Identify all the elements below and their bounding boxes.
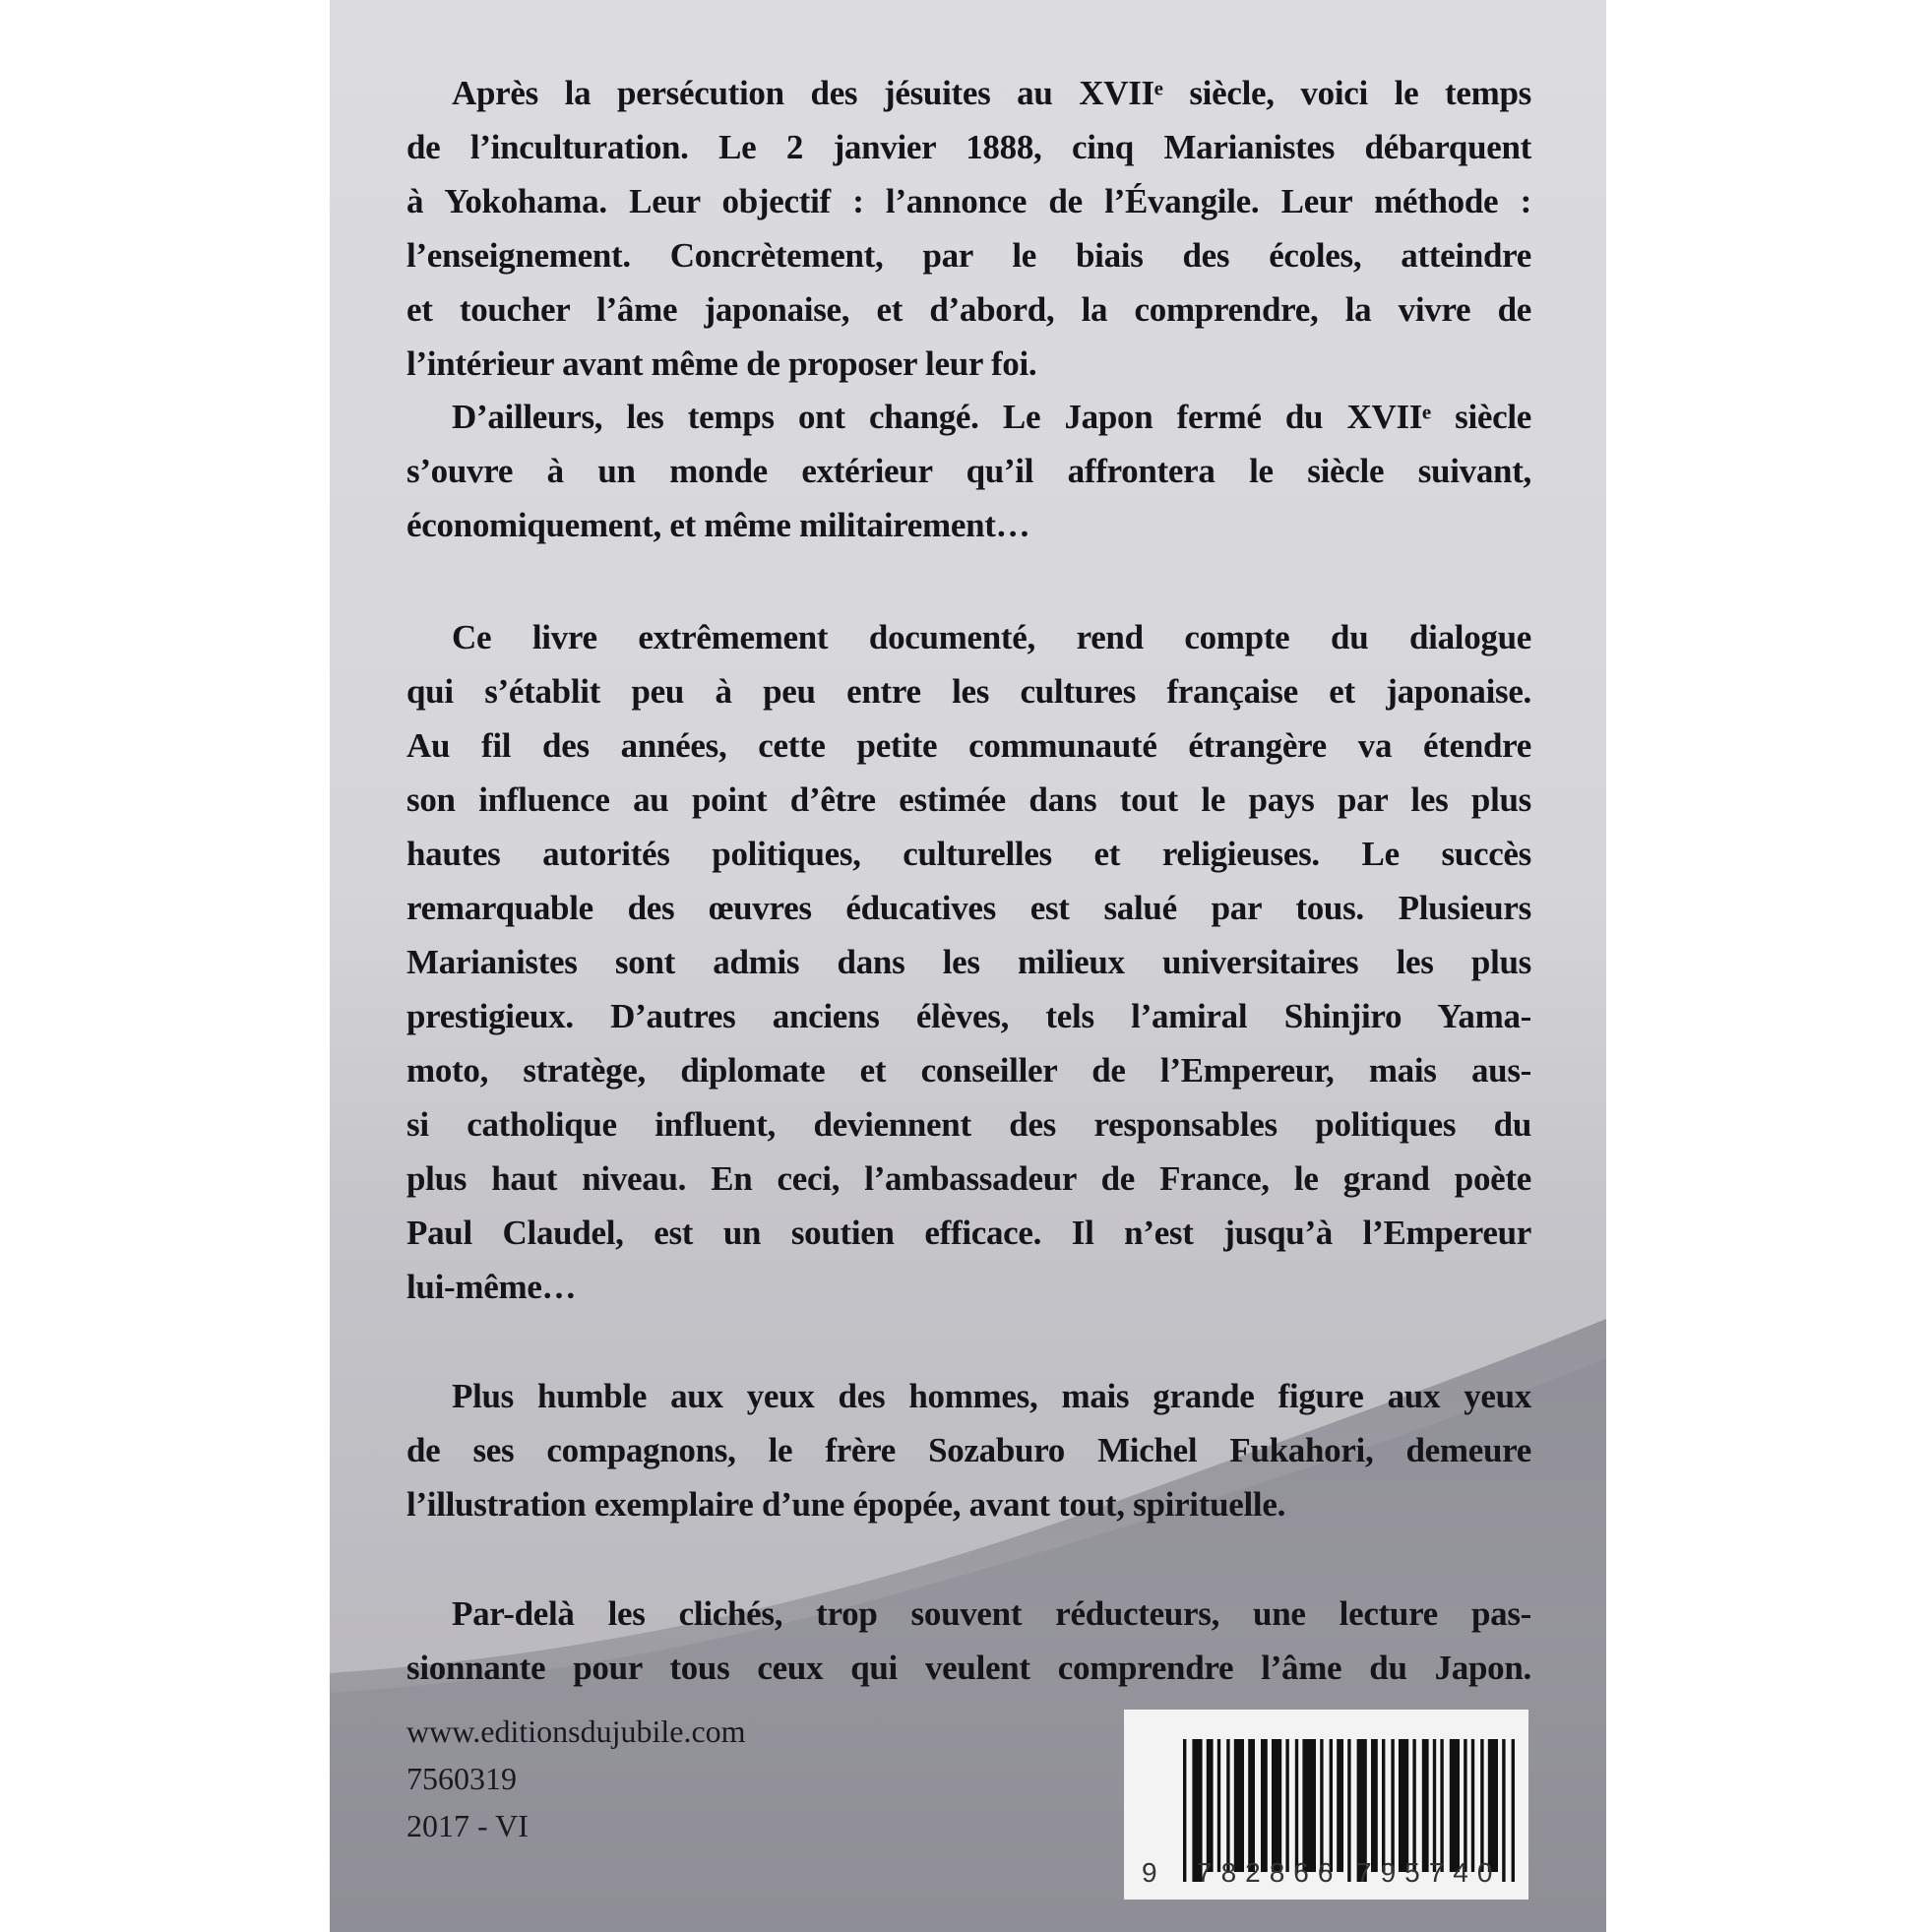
text-line: son influence au point d’être estimée dans tout le pays par les plus bbox=[406, 780, 1531, 819]
product-code: 7560319 bbox=[406, 1761, 517, 1796]
barcode-bar bbox=[1234, 1739, 1244, 1872]
barcode-bar bbox=[1382, 1739, 1385, 1872]
isbn-barcode bbox=[1124, 1710, 1528, 1900]
text-line: et toucher l’âme japonaise, et d’abord, la comprendre, la vivre de bbox=[406, 290, 1531, 329]
paragraph-1 bbox=[406, 66, 1531, 391]
barcode-digits-right: 795740 bbox=[1356, 1857, 1502, 1888]
barcode-bar bbox=[1422, 1739, 1429, 1872]
text-line: prestigieux. D’autres anciens élèves, tels l’amiral Shinjiro Yama- bbox=[406, 997, 1531, 1035]
barcode-bar bbox=[1337, 1739, 1343, 1872]
text-line: remarquable des œuvres éducatives est salué par tous. Plusieurs bbox=[406, 889, 1531, 927]
paragraph-2 bbox=[406, 390, 1531, 552]
barcode-bar bbox=[1399, 1739, 1408, 1872]
barcode-bar bbox=[1371, 1739, 1378, 1872]
barcode-bar bbox=[1272, 1739, 1281, 1872]
barcode-digit-first: 9 bbox=[1142, 1857, 1157, 1888]
text-line: Après la persécution des jésuites au XVIIᵉ siècle, voici le temps bbox=[452, 74, 1531, 112]
barcode-bar bbox=[1248, 1739, 1255, 1872]
barcode-bar bbox=[1433, 1739, 1436, 1872]
text-line: l’intérieur avant même de proposer leur foi. bbox=[406, 344, 1037, 383]
barcode-bar bbox=[1285, 1739, 1288, 1872]
text-line: économiquement, et même militairement… bbox=[406, 506, 1030, 544]
barcode-bar bbox=[1261, 1739, 1268, 1872]
text-line: Plus humble aux yeux des hommes, mais grande figure aux yeux bbox=[452, 1377, 1531, 1415]
publisher-info bbox=[406, 1708, 746, 1849]
edition-label: 2017 - VI bbox=[406, 1808, 529, 1843]
website-url: www.editionsdujubile.com bbox=[406, 1714, 746, 1749]
paragraph-4 bbox=[406, 1369, 1531, 1531]
text-line: à Yokohama. Leur objectif : l’annonce de l’Évangile. Leur méthode : bbox=[406, 182, 1531, 220]
barcode-bar bbox=[1464, 1739, 1466, 1872]
barcode-bar bbox=[1512, 1739, 1515, 1882]
barcode-bar bbox=[1471, 1739, 1474, 1872]
text-line: plus haut niveau. En ceci, l’ambassadeur de France, le grand poète bbox=[406, 1159, 1531, 1198]
barcode-bar bbox=[1207, 1739, 1214, 1872]
text-line: sionnante pour tous ceux qui veulent comprendre l’âme du Japon. bbox=[406, 1649, 1531, 1687]
barcode-bar bbox=[1302, 1739, 1316, 1872]
text-line: lui-même… bbox=[406, 1268, 577, 1306]
barcode-bar bbox=[1440, 1739, 1443, 1872]
paragraph-3 bbox=[406, 610, 1531, 1314]
paragraph-5 bbox=[406, 1587, 1531, 1695]
text-line: moto, stratège, diplomate et conseiller de l’Empereur, mais aus- bbox=[406, 1051, 1531, 1090]
book-back-cover bbox=[330, 0, 1606, 1932]
text-line: qui s’établit peu à peu entre les cultures française et japonaise. bbox=[406, 672, 1531, 711]
text-line: l’enseignement. Concrètement, par le biais des écoles, atteindre bbox=[406, 236, 1531, 275]
text-line: s’ouvre à un monde extérieur qu’il affrontera le siècle suivant, bbox=[406, 452, 1531, 490]
barcode-bar bbox=[1480, 1739, 1483, 1872]
text-line: de ses compagnons, le frère Sozaburo Michel Fukahori, demeure bbox=[406, 1431, 1531, 1469]
barcode-bar bbox=[1347, 1739, 1350, 1882]
text-line: Marianistes sont admis dans les milieux universitaires les plus bbox=[406, 943, 1531, 981]
barcode-bar bbox=[1217, 1739, 1220, 1872]
barcode-bar bbox=[1183, 1739, 1186, 1882]
text-line: D’ailleurs, les temps ont changé. Le Japon fermé du XVIIᵉ siècle bbox=[452, 398, 1531, 436]
text-line: si catholique influent, deviennent des responsables politiques du bbox=[406, 1105, 1531, 1144]
barcode-bar bbox=[1391, 1739, 1394, 1872]
barcode-bar bbox=[1330, 1739, 1333, 1872]
barcode-bar bbox=[1450, 1739, 1460, 1872]
text-line: Au fil des années, cette petite communauté étrangère va étendre bbox=[406, 726, 1531, 765]
barcode-bar bbox=[1502, 1739, 1505, 1882]
text-line: Par-delà les clichés, trop souvent réducteurs, une lecture pas- bbox=[452, 1594, 1531, 1633]
barcode-bar bbox=[1320, 1739, 1323, 1872]
barcode-bar bbox=[1412, 1739, 1415, 1872]
text-line: de l’inculturation. Le 2 janvier 1888, cinq Marianistes débarquent bbox=[406, 128, 1531, 166]
text-line: Paul Claudel, est un soutien efficace. Il n’est jusqu’à l’Empereur bbox=[406, 1214, 1531, 1252]
text-line: hautes autorités politiques, culturelles et religieuses. Le succès bbox=[406, 835, 1531, 873]
text-line: l’illustration exemplaire d’une épopée, avant tout, spirituelle. bbox=[406, 1485, 1286, 1524]
barcode-bar bbox=[1295, 1739, 1298, 1872]
barcode-bar bbox=[1488, 1739, 1498, 1872]
barcode-bar bbox=[1226, 1739, 1229, 1872]
barcode-digits-left: 782866 bbox=[1197, 1857, 1342, 1888]
text-line: Ce livre extrêmement documenté, rend compte du dialogue bbox=[452, 618, 1531, 656]
